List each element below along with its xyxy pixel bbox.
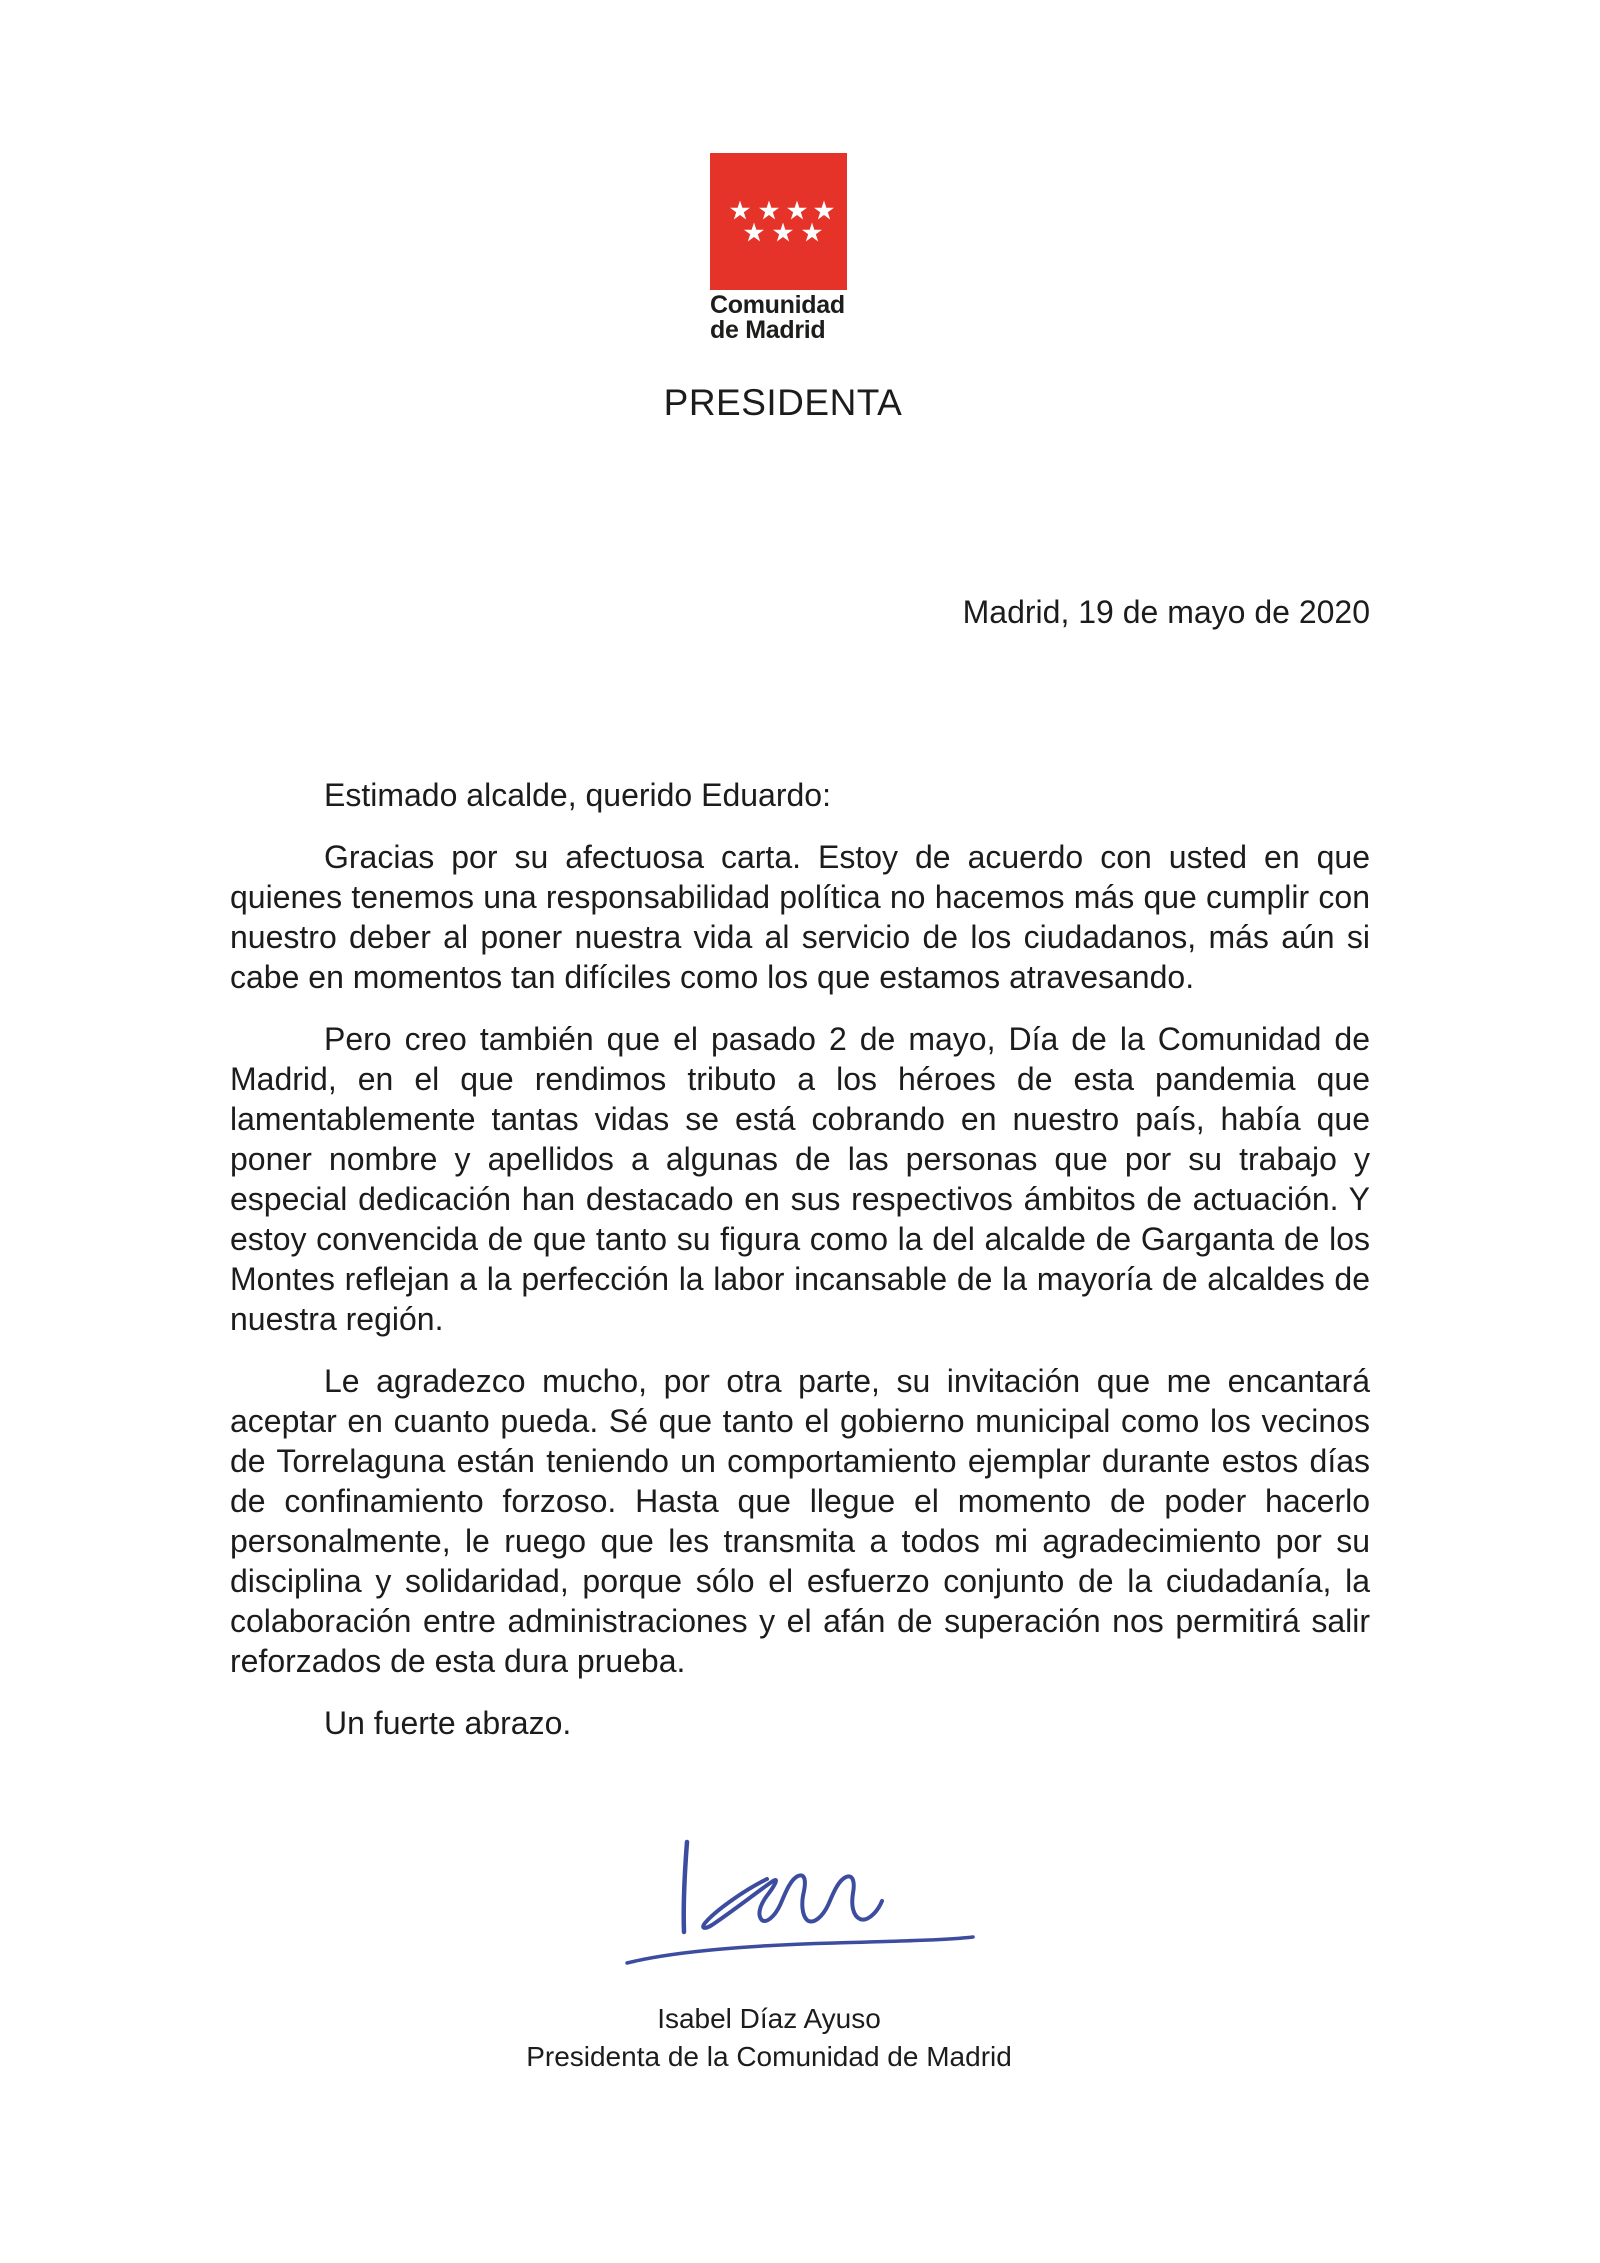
handwritten-signature (615, 1833, 985, 1983)
signature-stroke-underline (627, 1937, 973, 1963)
letter-paragraph-2: Pero creo también que el pasado 2 de mayo, Día de la Comunidad de Madrid, en el que rendimos tributo a los héroes de esta pandemia que lamentablemente tantas vidas se está cobrando en nuestro país, había que poner nombre y apellidos a algunas de las personas que por su trabajo y especial dedicación han destacado en sus respectivos ámbitos de actuación. Y estoy convencida de que tanto su figura como la del alcalde de Garganta de los Montes reflejan a la perfección la labor incansable de la mayoría de alcaldes de nuestra región. (230, 1021, 1370, 1337)
signature-stroke-vertical (684, 1842, 687, 1932)
letter-paragraph-1: Gracias por su afectuosa carta. Estoy de acuerdo con usted en que quienes tenemos una responsabilidad política no hacemos más que cumplir con nuestro deber al poner nuestra vida al servicio de los ciudadanos, más aún si cabe en momentos tan difíciles como los que estamos atravesando. (230, 839, 1370, 995)
madrid-flag-icon (710, 153, 847, 290)
flag-background (710, 153, 847, 290)
signature-block (230, 2000, 1308, 2076)
logo-wordmark-line2: de Madrid (710, 316, 826, 344)
logo-wordmark-line1: Comunidad (710, 291, 845, 319)
salutation: Estimado alcalde, querido Eduardo: (324, 777, 831, 813)
logo-wordmark (710, 293, 860, 343)
comunidad-de-madrid-logo (710, 153, 860, 343)
office-title: PRESIDENTA (663, 382, 903, 423)
letter-paragraph-3: Le agradezco mucho, por otra parte, su invitación que me encantará aceptar en cuanto pueda. Sé que tanto el gobierno municipal como los vecinos de Torrelaguna están teniendo un comportamiento ejemplar durante estos días de confinamiento forzoso. Hasta que llegue el momento de poder hacerlo personalmente, le ruego que les transmita a todos mi agradecimiento por su disciplina y solidaridad, porque sólo el esfuerzo conjunto de la ciudadanía, la colaboración entre administraciones y el afán de superación nos permitirá salir reforzados de esta dura prueba. (230, 1363, 1370, 1679)
signer-title: Presidenta de la Comunidad de Madrid (526, 2041, 1012, 2072)
closing: Un fuerte abrazo. (324, 1705, 572, 1741)
dateline: Madrid, 19 de mayo de 2020 (962, 594, 1370, 630)
signature-stroke-scribble (703, 1875, 882, 1928)
signer-name: Isabel Díaz Ayuso (657, 2003, 881, 2034)
letter-body (230, 775, 1370, 1743)
